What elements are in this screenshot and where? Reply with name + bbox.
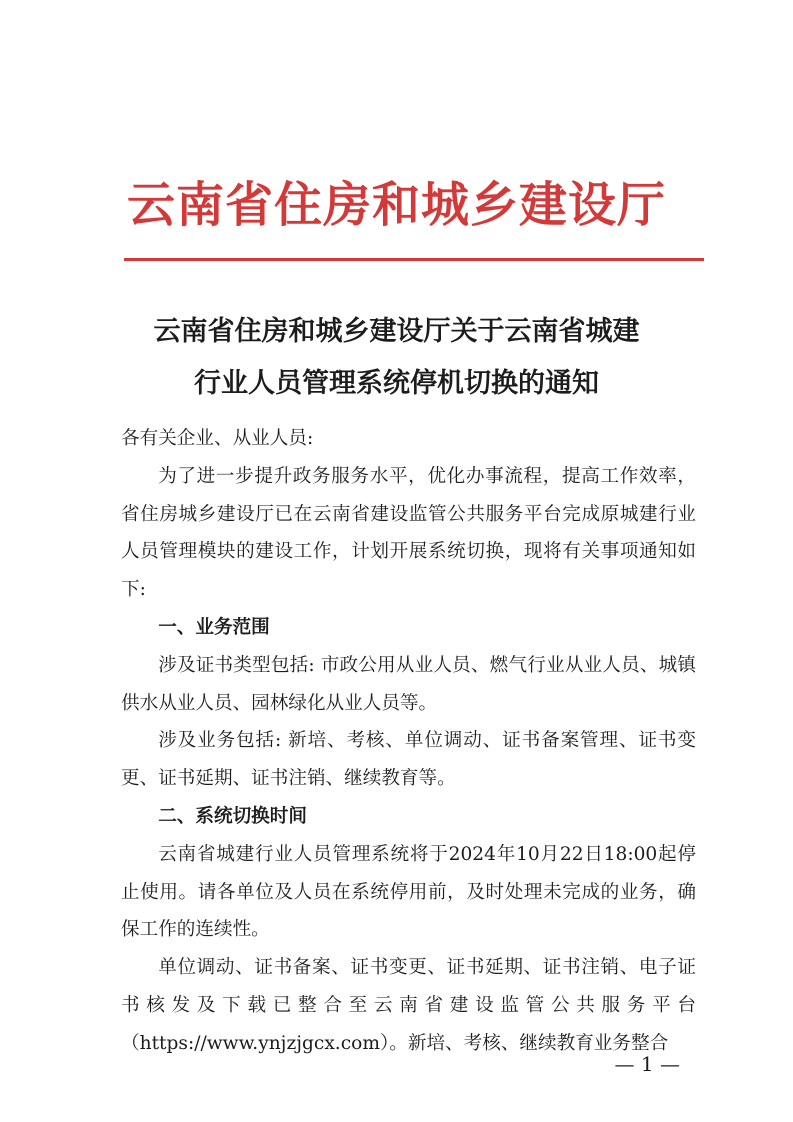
- business-items-paragraph: 涉及业务包括: 新培、考核、单位调动、证书备案管理、证书变更、证书延期、证书注销、继续教育等。: [121, 730, 696, 790]
- certificate-types-paragraph: 涉及证书类型包括: 市政公用从业人员、燃气行业从业人员、城镇供水从业人员、园林绿化从业人员等。: [121, 654, 696, 714]
- letterhead-title: 云南省住房和城乡建设厅: [126, 177, 666, 233]
- document-body: [121, 420, 696, 1063]
- section-heading-business-scope: 一、业务范围: [158, 616, 270, 638]
- page-number: — 1 —: [614, 1052, 680, 1076]
- document-title-line-2: 行业人员管理系统停机切换的通知: [194, 368, 599, 399]
- intro-paragraph: 为了进一步提升政务服务水平，优化办事流程，提高工作效率，省住房城乡建设厅已在云南省建设监管公共服务平台完成原城建行业人员管理模块的建设工作，计划开展系统切换，现将有关事项通知如下:: [121, 465, 696, 601]
- document-title-line-1: 云南省住房和城乡建设厅关于云南省城建: [153, 316, 640, 347]
- switch-time-paragraph: 云南省城建行业人员管理系统将于2024年10月22日18:00起停止使用。请各单位及人员在系统停用前，及时处理未完成的业务，确保工作的连续性。: [121, 843, 696, 941]
- letterhead-red-rule: [124, 258, 704, 261]
- salutation: 各有关企业、从业人员:: [121, 428, 314, 449]
- document-title: [0, 306, 793, 410]
- section-heading-switch-time: 二、系统切换时间: [158, 805, 307, 827]
- platform-integration-paragraph: 单位调动、证书备案、证书变更、证书延期、证书注销、电子证书核发及下载已整合至云南省建设监管公共服务平台（https://www.ynjzjgcx.com）。新培、考核、继续教育业务整合: [121, 957, 696, 1054]
